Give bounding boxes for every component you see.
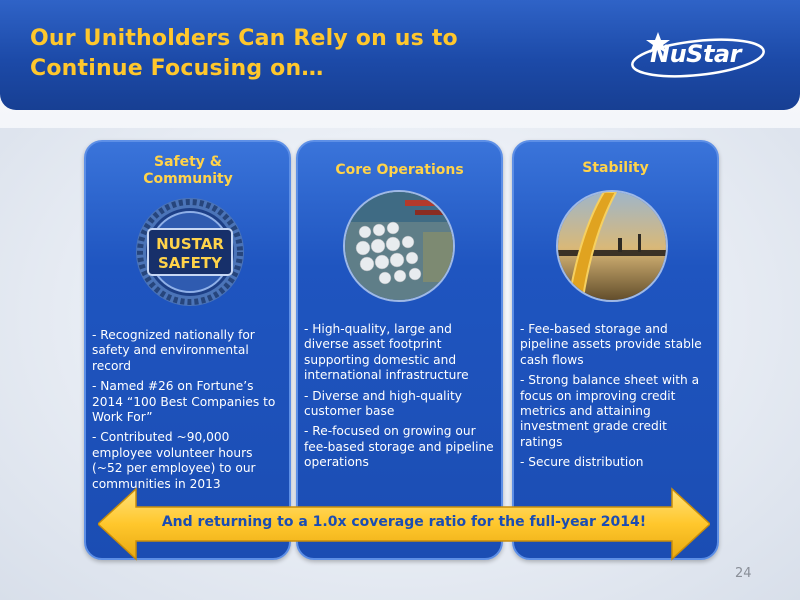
nustar-logo (628, 30, 768, 82)
terminal-aerial-image (343, 190, 455, 302)
bullet-item: - Secure distribution (520, 455, 644, 470)
column-bullets (520, 322, 710, 476)
bullet-item: - Re-focused on growing our fee-based storage and pipeline operations (304, 424, 494, 470)
pipeline-sunset-image (556, 190, 668, 302)
column-bullets (92, 328, 282, 497)
page-title: Our Unitholders Can Rely on us to Continue Focusing on… (30, 26, 458, 81)
badge-line2: SAFETY (158, 254, 222, 272)
column-heading: Safety & Community (143, 154, 233, 187)
header-banner (0, 0, 800, 110)
bullet-item: - Strong balance sheet with a focus on improving credit metrics and attaining investment grade credit ratings (520, 373, 700, 449)
bullet-item: - Recognized nationally for safety and environmental record (92, 328, 255, 373)
logo-text: NuStar (650, 40, 741, 68)
coverage-ratio-banner: And returning to a 1.0x coverage ratio for the full-year 2014! (161, 514, 647, 530)
bullet-item: - Contributed ~90,000 employee volunteer hours (~52 per employee) to our communities in 2013 (92, 430, 256, 491)
column-heading: Stability (582, 160, 649, 176)
bullet-item: - High-quality, large and diverse asset footprint supporting domestic and international infrastructure (304, 322, 469, 383)
safety-badge (134, 196, 246, 308)
bullet-item: - Named #26 on Fortune’s 2014 “100 Best Companies to Work For” (92, 379, 276, 425)
bullet-item: - Diverse and high-quality customer base (304, 388, 462, 419)
column-heading: Core Operations (335, 162, 464, 178)
bullet-item: - Fee-based storage and pipeline assets provide stable cash flows (520, 322, 702, 367)
badge-line1: NUSTAR (156, 235, 224, 253)
page-number: 24 (735, 566, 752, 581)
column-bullets (304, 322, 494, 476)
